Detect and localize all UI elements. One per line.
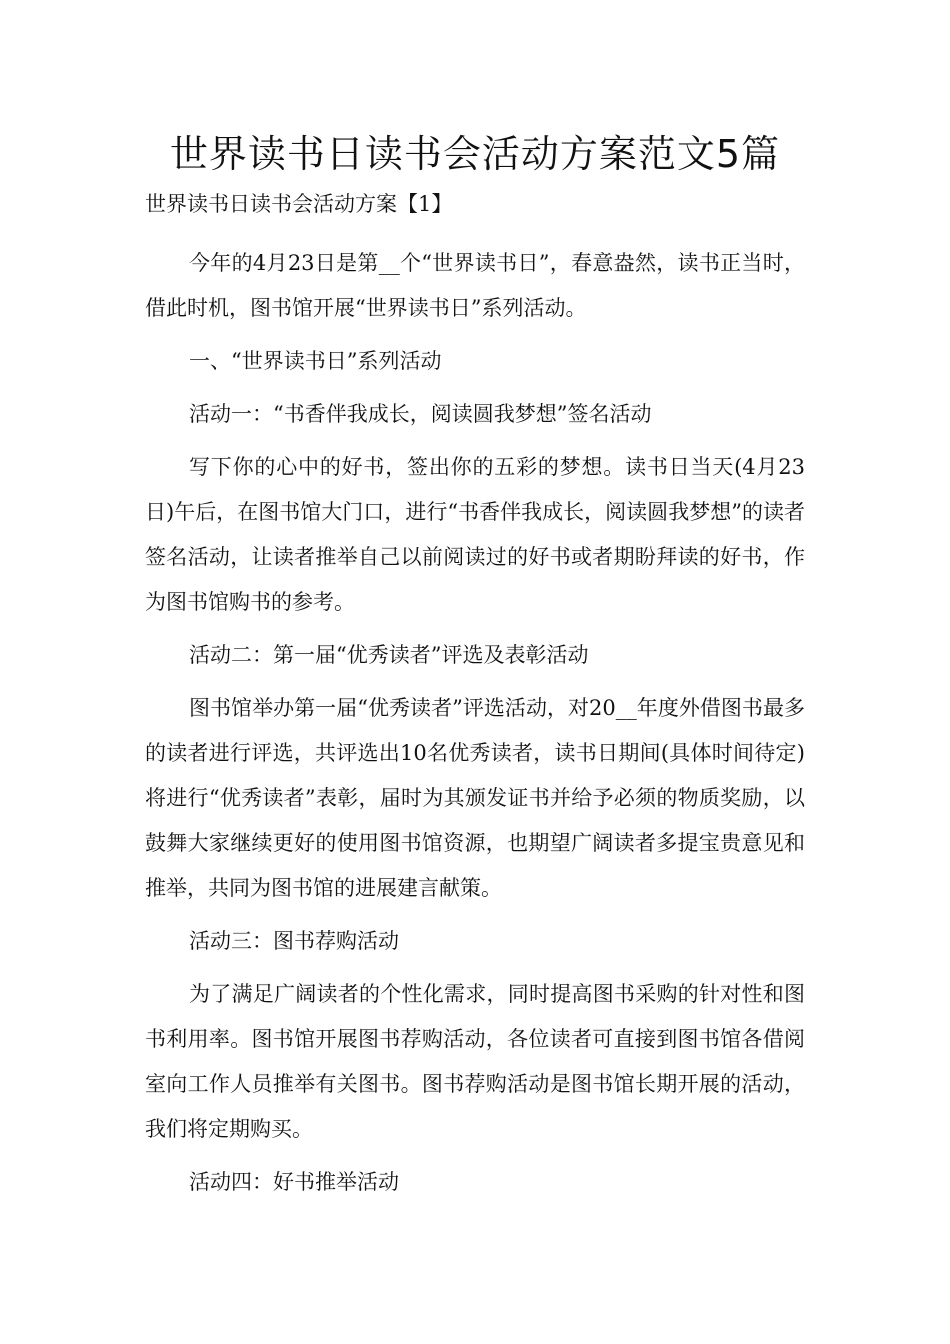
section-heading-1: 一、“世界读书日”系列活动 xyxy=(189,349,442,373)
paragraph-intro: 今年的4月23日是第__个“世界读书日”，春意盎然，读书正当时，借此时机，图书馆开展“世界读书日”系列活动。 xyxy=(145,251,805,320)
activity-heading-1: 活动一：“书香伴我成长，阅读圆我梦想”签名活动 xyxy=(189,402,652,426)
activity-heading-3: 活动三：图书荐购活动 xyxy=(189,929,399,953)
paragraph-activity-3: 为了满足广阔读者的个性化需求，同时提高图书采购的针对性和图书利用率。图书馆开展图书荐购活动，各位读者可直接到图书馆各借阅室向工作人员推举有关图书。图书荐购活动是图书馆长期开展的活动，我们将定期购买。 xyxy=(145,982,805,1141)
paragraph-activity-2: 图书馆举办第一届“优秀读者”评选活动，对20__年度外借图书最多的读者进行评选，共评选出10名优秀读者，读书日期间(具体时间待定)将进行“优秀读者”表彰，届时为其颁发证书并给予必须的物质奖励，以鼓舞大家继续更好的使用图书馆资源，也期望广阔读者多提宝贵意见和推举，共同为图书馆的进展建言献策。 xyxy=(145,696,805,900)
section-subtitle: 世界读书日读书会活动方案【1】 xyxy=(145,192,453,216)
activity-heading-2: 活动二：第一届“优秀读者”评选及表彰活动 xyxy=(189,643,589,667)
document-title: 世界读书日读书会活动方案范文5篇 xyxy=(169,132,781,176)
paragraph-activity-1: 写下你的心中的好书，签出你的五彩的梦想。读书日当天(4月23日)午后，在图书馆大门口，进行“书香伴我成长，阅读圆我梦想”的读者签名活动，让读者推举自己以前阅读过的好书或者期盼拜读的好书，作为图书馆购书的参考。 xyxy=(145,455,805,614)
activity-heading-4: 活动四：好书推举活动 xyxy=(189,1170,399,1194)
